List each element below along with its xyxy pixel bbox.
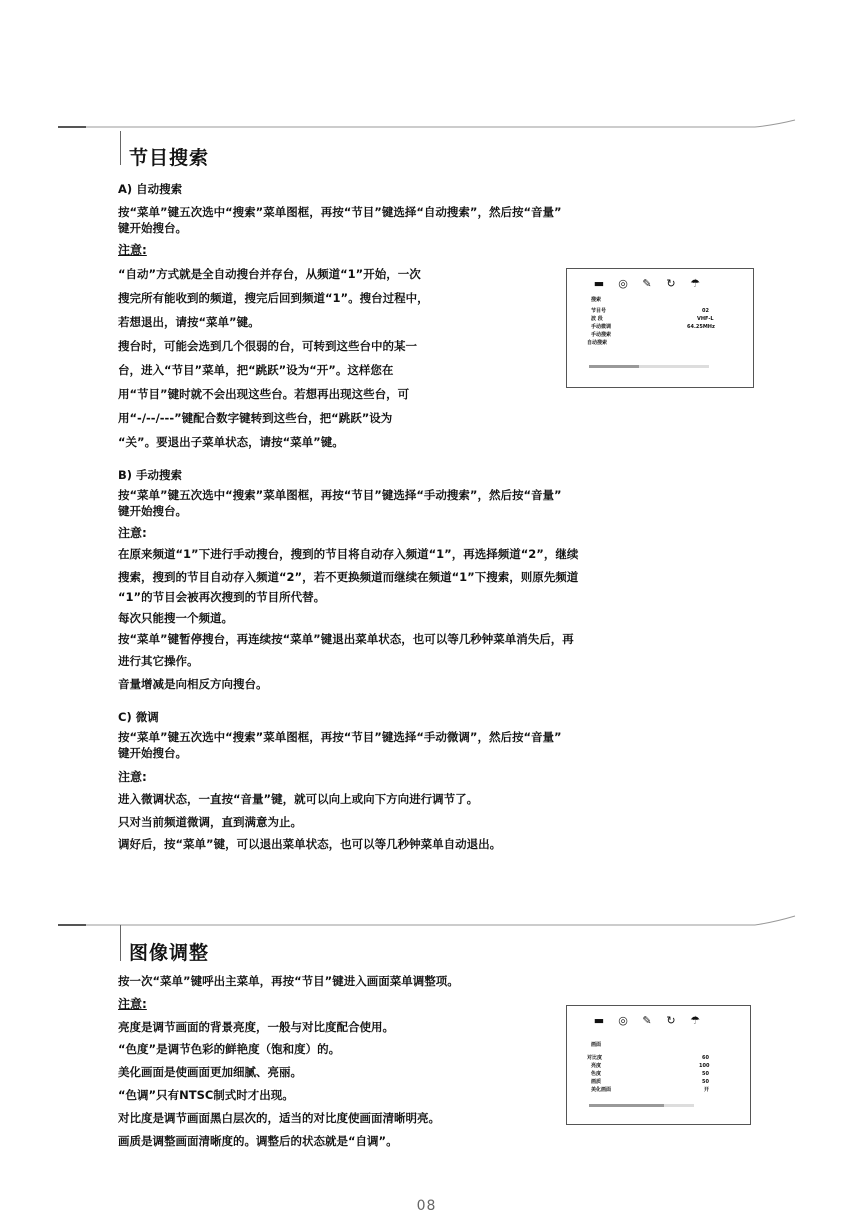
picture-icon: ▬ (593, 1014, 605, 1027)
text-line: “关”。要退出子菜单状态，请按“菜单”键。 (118, 435, 344, 449)
menu-row-label: 波 段 (591, 316, 603, 322)
menu-row-label: 对比度 (587, 1055, 603, 1061)
text-line: 用“-/--/---”键配合数字键转到这些台，把“跳跃”设为 (118, 411, 393, 425)
text-line: “色度”是调节色彩的鲜艳度（饱和度）的。 (118, 1042, 341, 1056)
sound-icon: ◎ (618, 1014, 628, 1027)
tools-icon: ✎ (642, 277, 652, 290)
text-line: 搜台时，可能会选到几个很弱的台，可转到这些台中的某一 (118, 339, 417, 353)
menu-row-value: 64.25MHz (687, 324, 715, 330)
text-line: 进行其它操作。 (118, 654, 199, 668)
section-title-picture: 图像调整 (129, 942, 210, 964)
picture-icon: ▬ (593, 277, 605, 290)
text-line: 美化画面是使画面更加细腻、亮丽。 (118, 1065, 302, 1079)
text-line: 每次只能搜一个频道。 (118, 611, 233, 625)
menu-row-value: 开 (704, 1087, 710, 1093)
text-line: 按“菜单”键五次选中“搜索”菜单图框，再按“节目”键选择“手动微调”，然后按“音量” (118, 730, 562, 744)
text-line: “1”的节目会被再次搜到的节目所代替。 (118, 590, 326, 604)
text-line: 在原来频道“1”下进行手动搜台，搜到的节目将自动存入频道“1”，再选择频道“2”，继续 (118, 547, 579, 561)
antenna-icon: ☂ (690, 277, 700, 290)
fine-tune-heading: C) 微调 (118, 710, 159, 724)
text-line: 音量增减是向相反方向搜台。 (118, 677, 268, 691)
text-line: 调好后，按“菜单”键，可以退出菜单状态，也可以等几秒钟菜单自动退出。 (118, 837, 502, 851)
timer-icon: ↻ (666, 277, 676, 290)
auto-search-heading: A) 自动搜索 (118, 182, 183, 196)
text-line: 键开始搜台。 (118, 221, 187, 235)
page-number: 08 (416, 1198, 437, 1214)
note-label: 注意: (118, 770, 147, 784)
text-line: 亮度是调节画面的背景亮度，一般与对比度配合使用。 (118, 1020, 394, 1034)
text-line: 用“节目”键时就不会出现这些台。若想再出现这些台，可 (118, 387, 410, 401)
picture-menu-illustration (566, 1005, 751, 1125)
timer-icon: ↻ (666, 1014, 676, 1027)
menu-row-label: 节目号 (591, 308, 607, 314)
sound-icon: ◎ (618, 277, 628, 290)
antenna-icon: ☂ (690, 1014, 700, 1027)
text-line: 若想退出，请按“菜单”键。 (118, 315, 260, 329)
note-label: 注意: (118, 526, 147, 540)
menu-progress-track (664, 1104, 694, 1107)
text-line: 搜完所有能收到的频道，搜完后回到频道“1”。搜台过程中， (118, 291, 429, 305)
menu-row-label: 亮度 (591, 1063, 602, 1069)
menu-progress (589, 1104, 664, 1107)
menu-header: 画面 (591, 1042, 602, 1048)
text-line: 键开始搜台。 (118, 504, 187, 518)
text-line: “色调”只有NTSC制式时才出现。 (118, 1088, 294, 1102)
text-line: 按“菜单”键暂停搜台，再连续按“菜单”键退出菜单状态，也可以等几秒钟菜单消失后，再 (118, 632, 574, 646)
text-line: 按“菜单”键五次选中“搜索”菜单图框，再按“节目”键选择“自动搜索”，然后按“音量” (118, 205, 562, 219)
section-title-search: 节目搜索 (129, 147, 210, 169)
menu-progress-track (639, 365, 709, 368)
text-line: 按一次“菜单”键呼出主菜单，再按“节目”键进入画面菜单调整项。 (118, 974, 459, 988)
menu-row-value: 50 (702, 1071, 709, 1077)
text-line: 搜索，搜到的节目自动存入频道“2”，若不更换频道而继续在频道“1”下搜索，则原先频道 (118, 570, 579, 584)
text-line: 画质是调整画面清晰度的。调整后的状态就是“自调”。 (118, 1134, 398, 1148)
menu-row-value: 02 (702, 308, 709, 314)
menu-row-label: 画质 (591, 1079, 602, 1085)
menu-progress (589, 365, 639, 368)
text-line: 按“菜单”键五次选中“搜索”菜单图框，再按“节目”键选择“手动搜索”，然后按“音量” (118, 488, 562, 502)
note-label: 注意: (118, 997, 147, 1011)
menu-header: 搜索 (591, 297, 602, 303)
menu-row-label: 自动搜索 (587, 340, 608, 346)
text-line: 只对当前频道微调，直到满意为止。 (118, 815, 302, 829)
text-line: 键开始搜台。 (118, 746, 187, 760)
title-bar (120, 925, 121, 961)
menu-row-value: 60 (702, 1055, 709, 1061)
manual-search-heading: B) 手动搜索 (118, 468, 183, 482)
menu-row-label: 美化画面 (591, 1087, 612, 1093)
text-line: 对比度是调节画面黑白层次的，适当的对比度使画面清晰明亮。 (118, 1111, 440, 1125)
title-bar (120, 131, 121, 165)
text-line: “自动”方式就是全自动搜台并存台，从频道“1”开始，一次 (118, 267, 421, 281)
text-line: 进入微调状态，一直按“音量”键，就可以向上或向下方向进行调节了。 (118, 792, 479, 806)
section-divider (0, 912, 853, 932)
note-label: 注意: (118, 243, 147, 257)
menu-row-value: VHF-L (697, 316, 714, 322)
menu-row-value: 100 (699, 1063, 710, 1069)
text-line: 台，进入“节目”菜单，把“跳跃”设为“开”。这样您在 (118, 363, 394, 377)
section-divider (0, 118, 853, 138)
menu-row-label: 手动微调 (591, 324, 612, 330)
search-menu-illustration (566, 268, 754, 388)
tools-icon: ✎ (642, 1014, 652, 1027)
menu-row-label: 手动搜索 (591, 332, 612, 338)
menu-row-label: 色度 (591, 1071, 602, 1077)
menu-row-value: 50 (702, 1079, 709, 1085)
